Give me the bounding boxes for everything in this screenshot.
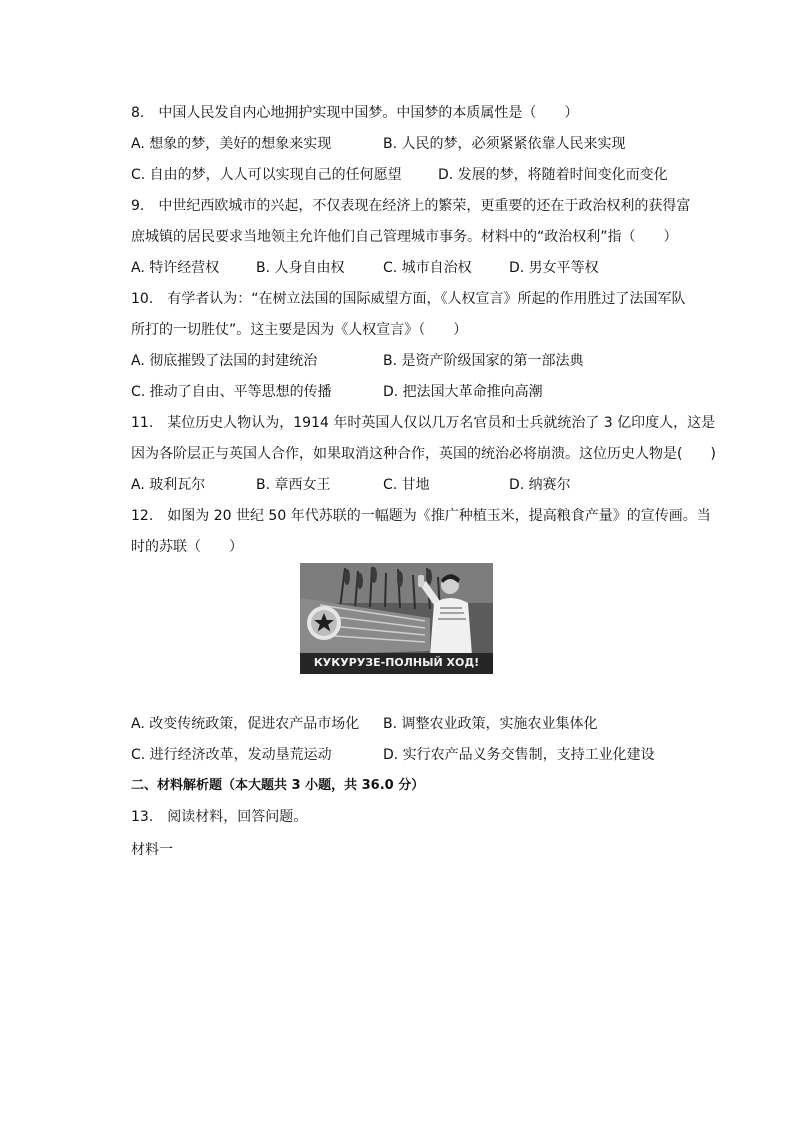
q8-option-b: B. 人民的梦，必须紧紧依靠人民来实现 — [383, 136, 626, 152]
q9-option-d: D. 男女平等权 — [509, 260, 599, 276]
q12-option-b: B. 调整农业政策，实施农业集体化 — [383, 716, 598, 732]
q8-stem: 8. 中国人民发自内心地拥护实现中国梦。中国梦的本质属性是（ ） — [131, 105, 579, 121]
q9-stem-line1: 9. 中世纪西欧城市的兴起，不仅表现在经济上的繁荣，更重要的还在于政治权利的获得富 — [131, 198, 691, 214]
q13-material-label: 材料一 — [131, 842, 173, 858]
q11-option-c: C. 甘地 — [383, 477, 430, 493]
q13-stem: 13. 阅读材料，回答问题。 — [131, 809, 308, 825]
q11-option-b: B. 章西女王 — [256, 477, 331, 493]
section-2-heading: 二、材料解析题（本大题共 3 小题，共 36.0 分） — [131, 778, 425, 793]
q9-option-c: C. 城市自治权 — [383, 260, 472, 276]
q10-option-c: C. 推动了自由、平等思想的传播 — [131, 384, 332, 400]
q8-option-d: D. 发展的梦，将随着时间变化而变化 — [438, 167, 668, 183]
q10-stem-line1: 10. 有学者认为：“在树立法国的国际威望方面，《人权宣言》所起的作用胜过了法国军队 — [131, 291, 686, 307]
poster-slogan: КУКУРУЗЕ-ПОЛНЫЙ ХОД! — [313, 656, 480, 669]
q12-option-c: C. 进行经济改革，发动垦荒运动 — [131, 747, 332, 763]
q10-option-a: A. 彻底摧毁了法国的封建统治 — [131, 353, 318, 369]
q12-stem-line2: 时的苏联（ ） — [131, 539, 243, 555]
q10-stem-line2: 所打的一切胜仗”。这主要是因为《人权宣言》（ ） — [131, 322, 468, 338]
q10-option-b: B. 是资产阶级国家的第一部法典 — [383, 353, 584, 369]
q9-option-a: A. 特许经营权 — [131, 260, 220, 276]
q12-stem-line1: 12. 如图为 20 世纪 50 年代苏联的一幅题为《推广种植玉米，提高粮食产量》的宣传画。当 — [131, 508, 711, 524]
q11-option-d: D. 纳赛尔 — [509, 477, 571, 493]
q12-option-a: A. 改变传统政策，促进农产品市场化 — [131, 716, 360, 732]
q11-option-a: A. 玻利瓦尔 — [131, 477, 206, 493]
q8-option-a: A. 想象的梦，美好的想象来实现 — [131, 136, 332, 152]
q10-option-d: D. 把法国大革命推向高潮 — [383, 384, 543, 400]
q11-stem-line1: 11. 某位历史人物认为，1914 年时英国人仅以几万名官员和士兵就统治了 3 亿印度人，这是 — [131, 415, 716, 431]
q11-stem-line2: 因为各阶层正与英国人合作，如果取消这种合作，英国的统治必将崩溃。这位历史人物是( ) — [131, 446, 716, 462]
soviet-corn-poster-image — [300, 563, 493, 674]
q8-option-c: C. 自由的梦，人人可以实现自己的任何愿望 — [131, 167, 402, 183]
q9-stem-line2: 庶城镇的居民要求当地领主允许他们自己管理城市事务。材料中的“政治权利”指（ ） — [131, 229, 678, 245]
q12-option-d: D. 实行农产品义务交售制，支持工业化建设 — [383, 747, 655, 763]
q9-option-b: B. 人身自由权 — [256, 260, 345, 276]
